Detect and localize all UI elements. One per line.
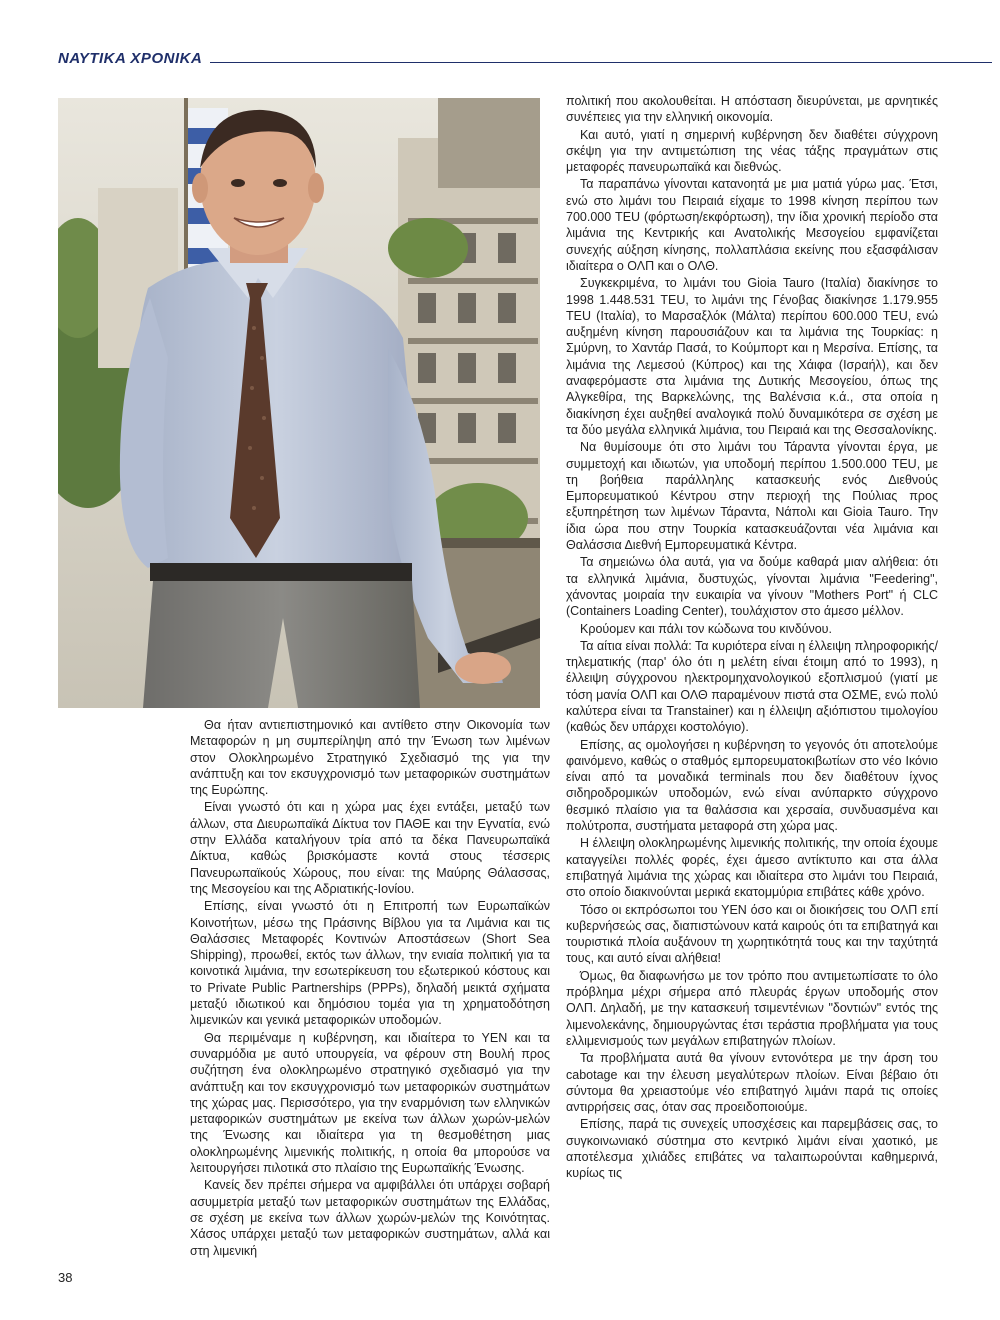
magazine-title: ΝΑΥΤΙΚΑ ΧΡΟΝΙΚΑ — [58, 50, 203, 67]
paragraph: Τα σημειώνω όλα αυτά, για να δούμε καθαρά μιαν αλήθεια: ότι τα ελληνικά λιμάνια, δυστυχώς, γίνονται λιμάνια "Feedering", χάνοντας μοιραία την ευκαιρία να γίνουν "Mothers Port" ή CLC (Containers Loading Center), τουλάχιστον στο άμεσο μέλλον. — [566, 555, 938, 619]
paragraph: Είναι γνωστό ότι και η χώρα μας έχει εντάξει, μεταξύ των άλλων, στα Διευρωπαϊκά Δίκτυα τον ΠΑΘΕ και την Εγνατία, ενώ στην Ελλάδα καταλήγουν τρία από τα δέκα Πανευρωπαϊκά Δίκτυα, καθώς βρισκόμαστε κοντά στους τέσσερις Πανευρωπαϊκούς Χώρους, που είναι: της Μαύρης Θάλασσας, της Μεσογείου και της Αδριατικής-Ιονίου. — [190, 800, 550, 896]
left-text-column — [190, 717, 550, 1260]
paragraph: Όμως, θα διαφωνήσω με τον τρόπο που αντιμετωπίσατε το όλο πρόβλημα μέχρι σήμερα από πλευράς έργων υποδομής στον ΟΛΠ. Δηλαδή, με την κατασκευή τσιμεντένιων "δοντιών" εντός της λιμενολεκάνης, δημιουργώντας έτσι τεράστια προβλήματα για τους ελλιμενισμούς των μεγάλων επιβατηγών πλοίων. — [566, 968, 938, 1048]
page-number: 38 — [58, 1270, 73, 1285]
paragraph: Τόσο οι εκπρόσωποι του ΥΕΝ όσο και οι διοικήσεις του ΟΛΠ επί κυβερνήσεώς σας, διαπιστώνουν κατά καιρούς ότι τα επιβατηγά και τουριστικά πλοία αυξάνουν τη χωρητικότητά τους και την ταχύτητά τους, και αυτό είναι αλήθεια! — [566, 902, 939, 966]
paragraph: Τα αίτια είναι πολλά: Τα κυριότερα είναι η έλλειψη πληροφορικής/τηλεματικής (παρ' όλο ότι η μελέτη είναι έτοιμη από το 1993), η έλλειψη σύγχρονου ηλεκτρομηχανολογικού εξοπλισμού (γιατί με τόση μανία ΟΛΠ και ΟΛΘ παραμένουν πιστά στα ΟΣΜΕ, ενώ πολύ καλύτερα είναι τα Transtainer) και η έλλειψη αξιόπιστου τιμολογίου (καθώς δεν υπάρχει κοστολόγιο). — [566, 638, 938, 735]
paragraph: Να θυμίσουμε ότι στο λιμάνι του Τάραντα γίνονται έργα, με συμμετοχή και ιδιωτών, για υποδομή περίπου 1.500.000 TEU, με τη βοήθεια παράλληλης κατασκευής ενός Διεθνούς Εμπορευματικού Κέντρου στην περιοχή της Πούλιας προς εξυπηρέτηση των λιμένων Τάραντα, Νάπολι και Gioia Tauro. Την ίδια ώρα που στην Τουρκία κατασκευάζονται νέα λιμάνια και Θαλάσσια Διεθνή Εμπορευματικά Κέντρα. — [566, 440, 938, 553]
portrait-illustration — [58, 98, 540, 708]
running-header — [58, 50, 992, 72]
paragraph: Τα προβλήματα αυτά θα γίνουν εντονότερα με την άρση του cabotage και την έλευση μεγαλύτερων πλοίων. Είναι βέβαιο ότι σύντομα θα χρειαστούμε νέο επιβατηγό λιμάνι παρά τις οποίες αντιρρήσεις σας, όταν σας προειδοποιούμε. — [566, 1051, 938, 1115]
paragraph: Επίσης, ας ομολογήσει η κυβέρνηση το γεγονός ότι αποτελούμε φαινόμενο, καθώς ο σταθμός εμπορευματοκιβωτίων στο νέο Ικόνιο είναι από τα μοναδικά terminals που δεν διαθέτουν ίχνος σιδηροδρομικών υποδομών, ενώ είναι ανύπαρκτο σύγχρονο θεσμικό πλαίσιο για τα θαλάσσια και χερσαία, συνδυασμένα και πολύτροπα, συστήματα μεταφορά στη χώρα μας. — [566, 737, 938, 834]
paragraph: Θα ήταν αντιεπιστημονικό και αντίθετο στην Οικονομία των Μεταφορών η μη συμπερίληψη από την Ένωση των λιμένων στον Ολοκληρωμένο Στρατηγικό Σχεδιασμό της για την ανάπτυξη και τον εκσυγχρονισμό των μεταφορικών συστημάτων της Ευρώπης. — [190, 718, 550, 798]
paragraph: πολιτική που ακολουθείται. Η απόσταση διευρύνεται, με αρνητικές συνέπειες για την ελληνική οικονομία. — [566, 94, 938, 125]
right-text-column — [566, 93, 938, 1183]
paragraph: Θα περιμέναμε η κυβέρνηση, και ιδιαίτερα το ΥΕΝ και τα συναρμόδια με αυτό υπουργεία, να φέρουν στη Βουλή προς συζήτηση ένα ολοκληρωμένο στρατηγικό σχεδιασμό για την ανάπτυξη και τον εκσυγχρονισμό των μεταφορικών συστημάτων της χώρας μας. Περισσότερο, για την εναρμόνιση των ελληνικών μεταφορικών συστημάτων με εκείνα των άλλων χωρών-μελών της Ένωσης και ιδιαίτερα για τη θεσμοθέτηση μιας ολοκληρωμένης λιμενικής πολιτικής, η οποία θα μπορούσε να λειτουργήσει πιλοτικά στο πλαίσιο της Ευρωπαϊκής Ένωσης. — [190, 1030, 550, 1176]
paragraph: Επίσης, παρά τις συνεχείς υποσχέσεις και παρεμβάσεις σας, το συγκοινωνιακό σύστημα στο κεντρικό λιμάνι είναι χαοτικό, με αποτέλεσμα χιλιάδες επιβάτες να ταλαιπωρούνται καθημερινά, κυρίως τις — [566, 1117, 938, 1181]
portrait-photo — [58, 98, 540, 708]
paragraph: Κρούομεν και πάλι τον κώδωνα του κινδύνου. — [580, 621, 832, 636]
paragraph: Συγκεκριμένα, το λιμάνι του Gioia Tauro (Ιταλία) διακίνησε το 1998 1.448.531 TEU, το λιμάνι της Γένοβας διακίνησε 1.179.955 TEU (Ιταλία), το Μαρσαξλόκ (Μάλτα) περίπου 600.000 TEU, ενώ αυξημένη κίνηση παρουσιάζουν και τα λιμάνια της Τουρκίας: η Σμύρνη, το Χαντάρ Πασά, το Κούμπορτ και η Μερσίνα. Επίσης, τα λιμάνια της Λεμεσού (Κύπρος) και της Χάιφα (Ισραήλ), και δεν αναφερόμαστε στα λιμάνια της Δυτικής Μεσογείου, όπως της Αλγκεθίρα, της Βαρκελώνης, της Βαλένσια κ.ά., στα οποία η διακίνηση έχει αυξηθεί αναλογικά πολύ δυναμικότερα σε σχέση με τα δύο μεγάλα ελληνικά λιμάνια, του Πειραιά και της Θεσσαλονίκης. — [566, 276, 938, 437]
paragraph: Κανείς δεν πρέπει σήμερα να αμφιβάλλει ότι υπάρχει σοβαρή ασυμμετρία μεταξύ των μεταφορικών συστημάτων της Ελλάδας, σε σχέση με εκείνα των άλλων χωρών-μελών της Κοινότητας. Χάσος υπάρχει μεταξύ των μεταφορικών συστημάτων, αλλά και στη λιμενική — [190, 1178, 550, 1258]
paragraph: Επίσης, είναι γνωστό ότι η Επιτροπή των Ευρωπαϊκών Κοινοτήτων, μέσω της Πράσινης Βίβλου για τα Λιμάνια και τις Θαλάσσιες Μεταφορές Κοντινών Αποστάσεων (Short Sea Shipping), προωθεί, εκτός των άλλων, την ενιαία πολιτική για τα κοινοτικά λιμάνια, την εσωτερίκευση του εξωτερικού κόστους και το Private Public Partnerships (PPPs), δηλαδή μεικτά σχήματα μεταξύ ιδιωτικού και δημόσιου τομέα για τη χρηματοδότηση λιμενικών και γενικά μεταφορικών υποδομών. — [190, 899, 550, 1028]
paragraph: Τα παραπάνω γίνονται κατανοητά με μια ματιά γύρω μας. Έτσι, ενώ στο λιμάνι του Πειραιά είχαμε το 1998 κίνηση περίπου των 700.000 TEU (φόρτωση/εκφόρτωση), την ίδια χρονική περίοδο στα λιμάνια της Κεντρικής και Ανατολικής Μεσογείου εμφανίζεται συνεχής αύξηση κίνησης, πολλαπλάσια εκείνης που εξασφάλισαν ιδιαίτερα ο ΟΛΠ και ο ΟΛΘ. — [566, 177, 938, 273]
paragraph: Η έλλειψη ολοκληρωμένης λιμενικής πολιτικής, την οποία έχουμε καταγγείλει πολλές φορές, έχει άμεσο αντίκτυπο και στα άλλα επιβατηγά λιμάνια της χώρας και ιδιαίτερα στο λιμάνι του Πειραιά, στο οποίο διακινούνται μερικά εκατομμύρια επιβάτες κάθε χρόνο. — [566, 836, 938, 900]
paragraph: Και αυτό, γιατί η σημερινή κυβέρνηση δεν διαθέτει σύγχρονη σκέψη για την αντιμετώπιση της νέας τάξης πραγμάτων στις μεταφορές πανευρωπαϊκά και διεθνώς. — [566, 127, 938, 175]
header-rule — [210, 62, 992, 63]
